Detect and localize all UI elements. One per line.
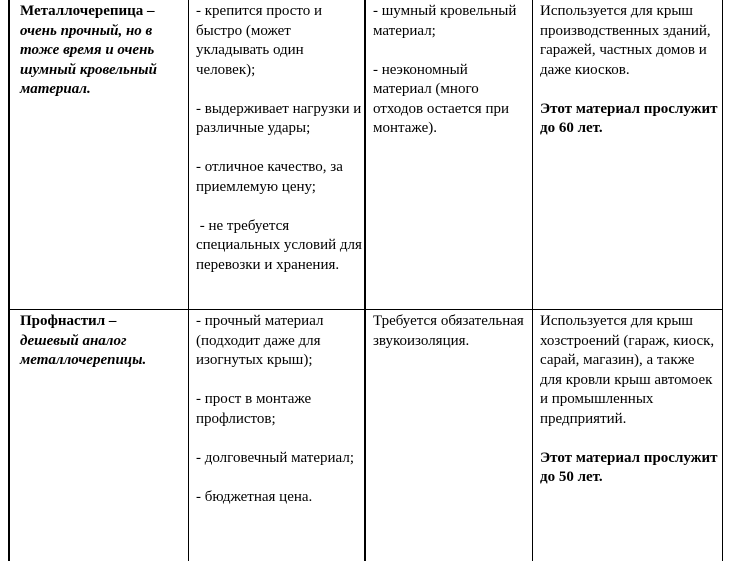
usage-text: Используется для крыш производственных зданий, гаражей, частных домов и даже киосков. xyxy=(540,3,711,78)
usage-text: Используется для крыш хозстроений (гараж, киоск, сарай, магазин), а также для кровли крыш автомоек и промышленных предприятий. xyxy=(540,313,715,427)
table-row xyxy=(10,0,722,310)
advantages-cell xyxy=(188,310,364,561)
advantages-cell xyxy=(188,0,364,309)
advantage-item: - прост в монтаже профлистов; xyxy=(196,391,312,427)
advantage-item: - крепится просто и быстро (может укладывать один человек); xyxy=(196,3,322,78)
table-row xyxy=(10,310,722,561)
disadvantage-item: - неэкономный материал (много отходов остается при монтаже). xyxy=(373,61,510,136)
material-name: Профнастил – xyxy=(20,313,117,329)
material-description: дешевый аналог металлочерепицы. xyxy=(20,332,147,368)
material-name: Металлочерепица – xyxy=(20,3,155,19)
lifetime-text: Этот материал прослужит до 50 лет. xyxy=(540,449,718,485)
advantage-item: - выдерживает нагрузки и различные удары; xyxy=(196,100,362,136)
advantage-item: - не требуется специальных условий для перевозки и хранения. xyxy=(196,217,366,273)
usage-cell xyxy=(532,0,722,309)
advantage-item: - долговечный материал; xyxy=(196,449,354,466)
advantage-item: - отличное качество, за приемлемую цену; xyxy=(196,159,343,195)
advantage-item: - бюджетная цена. xyxy=(196,488,313,505)
disadvantage-item: - шумный кровельный материал; xyxy=(373,3,517,39)
disadvantages-cell xyxy=(364,310,532,561)
roofing-materials-table xyxy=(8,0,723,561)
usage-cell xyxy=(532,310,722,561)
disadvantage-item: Требуется обязательная звукоизоляция. xyxy=(373,313,524,349)
material-name-cell xyxy=(10,310,188,561)
advantage-item: - прочный материал (подходит даже для изогнутых крыш); xyxy=(196,313,324,368)
lifetime-text: Этот материал прослужит до 60 лет. xyxy=(540,100,718,136)
disadvantages-cell xyxy=(364,0,532,309)
material-name-cell xyxy=(10,0,188,309)
material-description: очень прочный, но в тоже время и очень шумный кровельный материал. xyxy=(20,22,157,97)
